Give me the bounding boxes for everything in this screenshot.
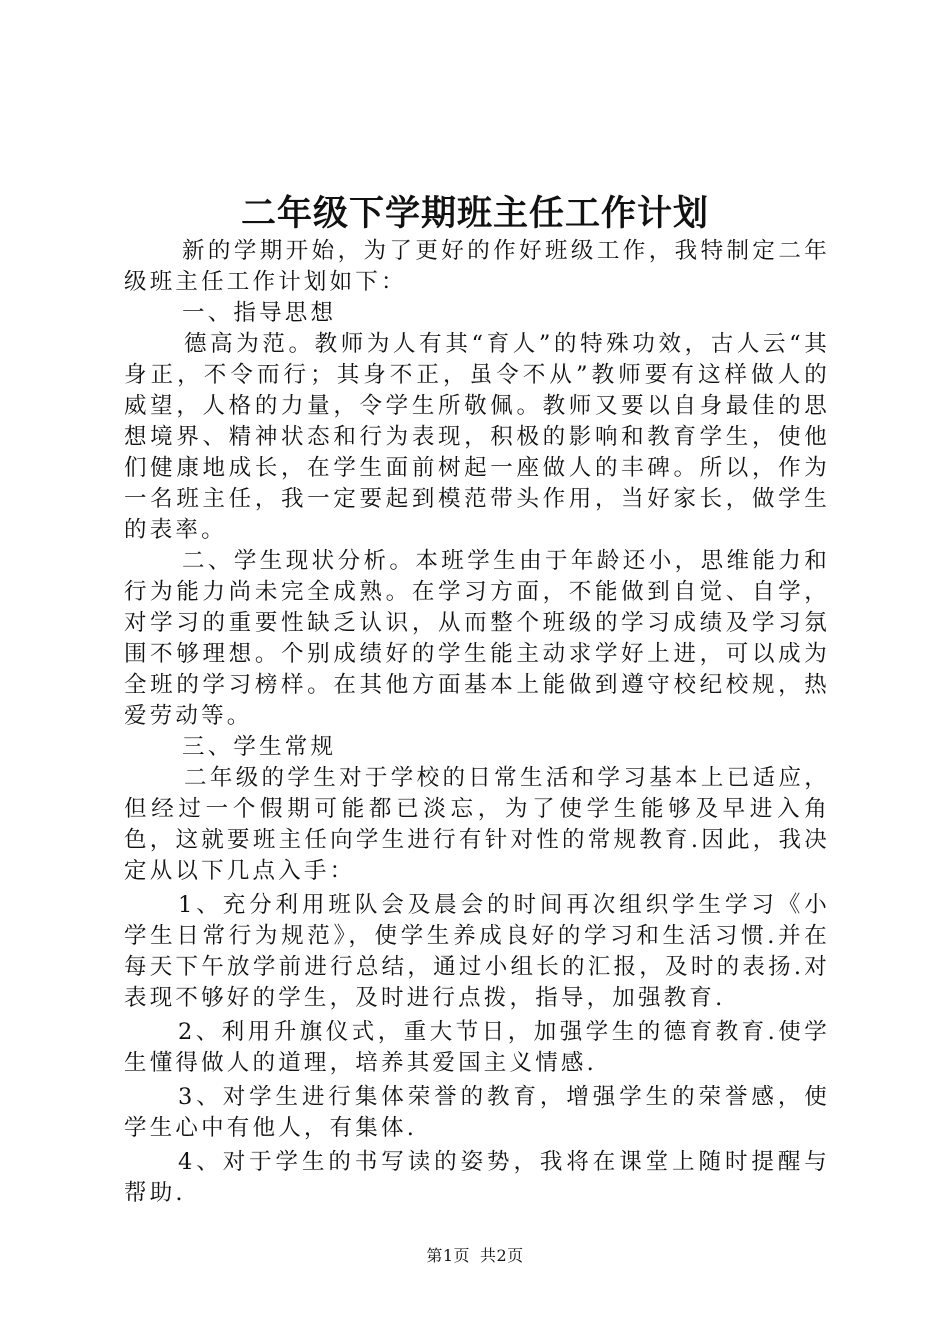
page-number: 第1页 — [426, 1246, 470, 1265]
section-heading-student-routine: 三、学生常规 — [182, 734, 337, 760]
list-item: 1、充分利用班队会及晨会的时间再次组织学生学习《小学生日常行为规范》，使学生养成良好的学习和生活习惯.并在每天下午放学前进行总结，通过小组长的汇报，及时的表扬.对表现不够好的学生，及时进行点拨，指导，加强教育. — [124, 892, 830, 1011]
list-item: 3、对学生进行集体荣誉的教育，增强学生的荣誉感，使学生心中有他人，有集体. — [124, 1084, 830, 1141]
document-body — [124, 236, 830, 1209]
student-routine-paragraph: 二年级的学生对于学校的日常生活和学习基本上已适应，但经过一个假期可能都已淡忘，为了使学生能够及早进入角色，这就要班主任向学生进行有针对性的常规教育.因此，我决定从以下几点入手： — [124, 765, 830, 884]
section-heading-guiding-thought: 一、指导思想 — [182, 300, 337, 326]
student-analysis-paragraph: 二、学生现状分析。本班学生由于年龄还小，思维能力和行为能力尚未完全成熟。在学习方面，不能做到自觉、自学，对学习的重要性缺乏认识，从而整个班级的学习成绩及学习氛围不够理想。个别成绩好的学生能主动求学好上进，可以成为全班的学习榜样。在其他方面基本上能做到遵守校纪校规，热爱劳动等。 — [124, 548, 830, 729]
guiding-thought-paragraph: 德高为范。教师为人有其“育人”的特殊功效，古人云“其身正，不令而行；其身不正，虽令不从”教师要有这样做人的威望，人格的力量，令学生所敬佩。教师又要以自身最佳的思想境界、精神状态和行为表现，积极的影响和教育学生，使他们健康地成长，在学生面前树起一座做人的丰碑。所以，作为一名班主任，我一定要起到模范带头作用，当好家长，做学生的表率。 — [124, 331, 830, 543]
document-title: 二年级下学期班主任工作计划 — [240, 194, 709, 234]
list-item: 4、对于学生的书写读的姿势，我将在课堂上随时提醒与帮助. — [124, 1149, 830, 1206]
intro-paragraph: 新的学期开始，为了更好的作好班级工作，我特制定二年级班主任工作计划如下： — [124, 238, 830, 295]
page-total: 共2页 — [480, 1246, 524, 1265]
list-item: 2、利用升旗仪式，重大节日，加强学生的德育教育.使学生懂得做人的道理，培养其爱国主义情感. — [124, 1019, 830, 1076]
page-footer — [0, 1243, 950, 1266]
